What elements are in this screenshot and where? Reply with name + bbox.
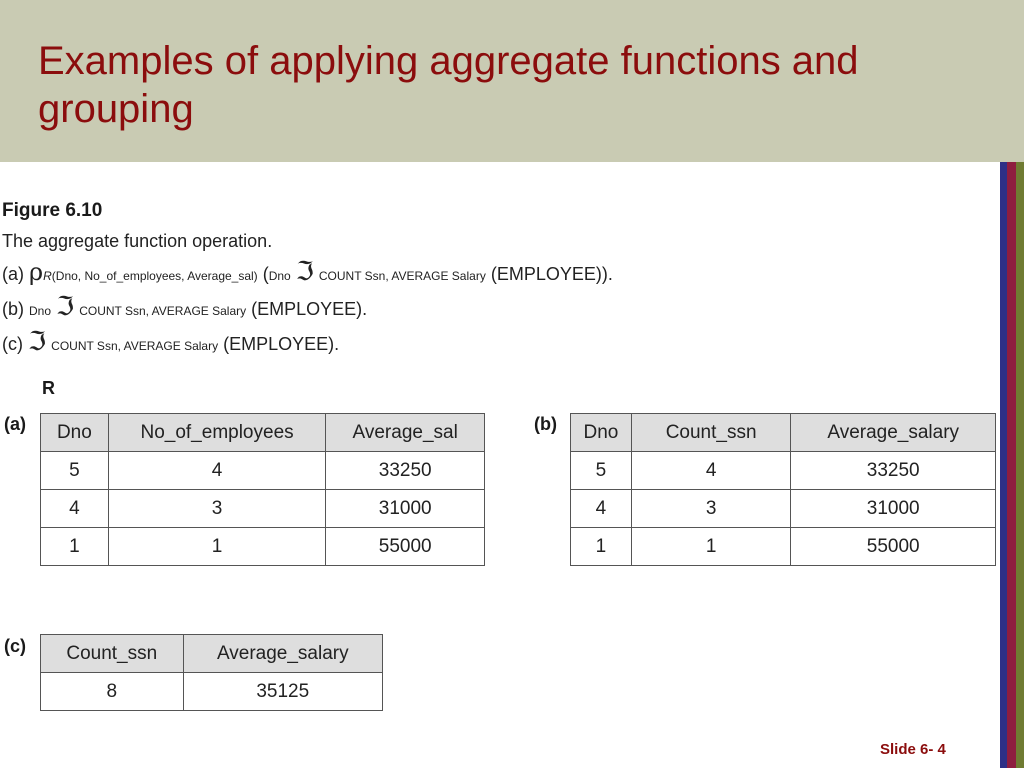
table-cell: 35125: [183, 673, 382, 711]
decorative-stripe-olive: [1016, 162, 1024, 768]
table-row: [41, 673, 383, 711]
column-header: Dno: [41, 414, 109, 452]
slide-number: Slide 6- 4: [880, 741, 946, 758]
column-header: Count_ssn: [41, 635, 184, 673]
table-cell: 1: [108, 528, 326, 566]
table-header-row: [41, 635, 383, 673]
table-cell: 3: [108, 490, 326, 528]
table-cell: 55000: [326, 528, 485, 566]
table-cell: 5: [41, 452, 109, 490]
rename-attributes: (Dno, No_of_employees, Average_sal): [51, 269, 258, 283]
table-row: [41, 452, 485, 490]
aggregate-symbol: ℑ: [295, 257, 314, 287]
table-cell: 3: [631, 490, 791, 528]
column-header: Average_salary: [791, 414, 996, 452]
expression-c-prefix: (c): [2, 334, 28, 354]
rename-subscript: R: [43, 269, 52, 283]
column-header: Average_sal: [326, 414, 485, 452]
figure-caption-block: [2, 195, 613, 362]
expression-a-prefix: (a): [2, 264, 29, 284]
decorative-stripe-red: [1007, 162, 1016, 768]
table-c-label: (c): [4, 636, 26, 656]
table-header-row: [571, 414, 996, 452]
aggregate-functions: COUNT Ssn, AVERAGE Salary: [79, 304, 247, 318]
table-b: [570, 413, 996, 566]
table-cell: 31000: [791, 490, 996, 528]
figure-caption: The aggregate function operation.: [2, 231, 273, 251]
column-header: Average_salary: [183, 635, 382, 673]
table-cell: 5: [571, 452, 632, 490]
aggregate-symbol: ℑ: [56, 292, 75, 322]
grouping-attribute: Dno: [29, 304, 52, 318]
decorative-stripe-blue: [1000, 162, 1007, 768]
table-row: [571, 452, 996, 490]
table-cell: 1: [571, 528, 632, 566]
table-cell: 4: [108, 452, 326, 490]
table-b-label: (b): [534, 414, 557, 434]
expression-a-open: (: [257, 264, 269, 284]
expression-b: [2, 292, 613, 327]
table-cell: 1: [41, 528, 109, 566]
table-cell: 55000: [791, 528, 996, 566]
table-cell: 33250: [791, 452, 996, 490]
table-cell: 31000: [326, 490, 485, 528]
slide-title: Examples of applying aggregate functions and grouping: [38, 39, 859, 131]
rho-symbol: ρ: [29, 258, 44, 286]
table-cell: 4: [571, 490, 632, 528]
grouping-attribute: Dno: [268, 269, 291, 283]
aggregate-functions: COUNT Ssn, AVERAGE Salary: [318, 269, 486, 283]
table-a-label: (a): [4, 414, 26, 434]
aggregate-symbol: ℑ: [28, 327, 47, 357]
table-a: [40, 413, 485, 566]
table-c: [40, 634, 383, 711]
expression-b-prefix: (b): [2, 299, 29, 319]
expression-b-tail: (EMPLOYEE).: [246, 299, 368, 319]
table-row: [571, 528, 996, 566]
table-row: [571, 490, 996, 528]
table-cell: 1: [631, 528, 791, 566]
column-header: No_of_employees: [108, 414, 326, 452]
figure-label: Figure 6.10: [2, 200, 103, 221]
aggregate-functions: COUNT Ssn, AVERAGE Salary: [51, 339, 219, 353]
table-cell: 4: [631, 452, 791, 490]
expression-c: [2, 327, 613, 362]
relation-name: R: [42, 378, 55, 398]
expression-a: [2, 257, 613, 292]
column-header: Dno: [571, 414, 632, 452]
table-cell: 4: [41, 490, 109, 528]
expression-a-tail: (EMPLOYEE)).: [485, 264, 613, 284]
expression-c-tail: (EMPLOYEE).: [218, 334, 340, 354]
table-row: [41, 490, 485, 528]
table-header-row: [41, 414, 485, 452]
column-header: Count_ssn: [631, 414, 791, 452]
table-cell: 8: [41, 673, 184, 711]
table-row: [41, 528, 485, 566]
table-cell: 33250: [326, 452, 485, 490]
